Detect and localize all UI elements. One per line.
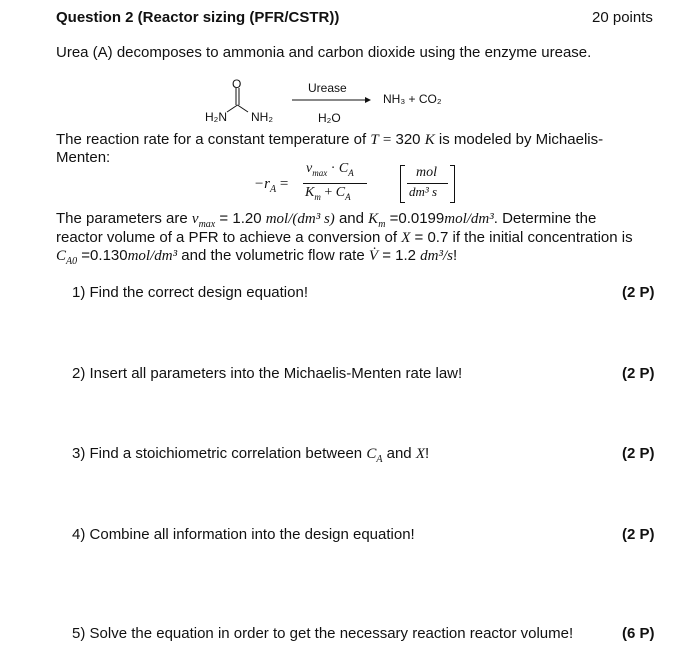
params-text-f: and the volumetric flow rate: [181, 247, 365, 264]
flowrate-variable: V̇: [368, 248, 379, 264]
params-line3: [56, 247, 457, 267]
params-text-d: reactor volume of a PFR to achieve a conversion of: [56, 229, 398, 246]
catalyst-label: Urease: [308, 81, 347, 95]
question-4-number: 4): [72, 526, 86, 543]
h2n-label: H₂N: [205, 110, 227, 124]
temp-equals: =: [382, 132, 392, 148]
vmax-variable: v: [191, 211, 199, 227]
lhs-sub: A: [269, 184, 277, 195]
ca0-unit: mol/dm³: [127, 248, 178, 264]
oxygen-label: O: [232, 77, 242, 91]
question-5-points: (6 P): [622, 625, 655, 642]
km-unit: mol/dm³: [444, 211, 494, 227]
question-3-points: (2 P): [622, 445, 655, 462]
den-c-sub: A: [345, 191, 351, 202]
ca0-variable: C: [56, 248, 67, 264]
params-line2: [56, 229, 633, 247]
right-bracket: [450, 165, 455, 203]
question-1-points: (2 P): [622, 284, 655, 301]
question-3: [72, 445, 429, 465]
intro-text: Urea (A) decomposes to ammonia and carbon dioxide using the enzyme urease.: [56, 44, 592, 61]
x-variable: X: [401, 230, 411, 246]
fraction-denominator: [305, 185, 351, 202]
vmax-unit: mol/(dm³ s): [265, 211, 335, 227]
km-variable: K: [368, 211, 379, 227]
den-k: K: [305, 185, 315, 200]
num-c: C: [338, 161, 349, 176]
rate-lhs: [254, 176, 288, 195]
question-1-number: 1): [72, 284, 86, 301]
rate-text-b: is modeled by Michaelis-: [438, 131, 604, 148]
params-text-end: !: [453, 247, 458, 264]
params-line1: [56, 210, 596, 230]
question-1-text: Find the correct design equation!: [89, 284, 308, 301]
num-dot: ·: [330, 161, 336, 176]
question-2-points: (2 P): [622, 365, 655, 382]
question-5: [72, 625, 573, 642]
question-3-number: 3): [72, 445, 86, 462]
question-title: Question 2 (Reactor sizing (PFR/CSTR)): [56, 9, 340, 26]
nh2-label: NH₂: [251, 110, 273, 124]
temp-variable: T: [370, 132, 379, 148]
question-5-number: 5): [72, 625, 86, 642]
question-2-number: 2): [72, 365, 86, 382]
den-k-sub: m: [314, 191, 321, 202]
params-text-a: The parameters are: [56, 210, 188, 227]
question-3-text-a: Find a stoichiometric correlation between: [89, 445, 363, 462]
unit-denominator: dm³ s: [409, 184, 438, 199]
lhs-equals: =: [279, 176, 289, 192]
vmax-value: = 1.20: [219, 210, 262, 227]
question-4-points: (2 P): [622, 526, 655, 543]
num-v: v: [306, 161, 313, 176]
ca0-sub: A0: [66, 256, 78, 267]
vmax-sub: max: [198, 219, 216, 230]
rate-text-a: The reaction rate for a constant temperature of: [56, 131, 367, 148]
question-1: [72, 284, 308, 301]
question-3-ca: C: [366, 446, 377, 462]
question-2-text: Insert all parameters into the Michaelis-Menten rate law!: [89, 365, 463, 382]
question-3-ca-sub: A: [376, 454, 383, 465]
question-3-x: X: [415, 446, 425, 462]
question-3-text-c: !: [425, 445, 430, 462]
question-4: [72, 526, 415, 543]
ca0-value: =0.130: [81, 247, 128, 264]
rate-intro-line2: Menten:: [56, 149, 111, 166]
temp-value: 320: [395, 131, 421, 148]
rate-intro-line1: [56, 131, 603, 149]
question-4-text: Combine all information into the design equation!: [89, 526, 415, 543]
fraction-numerator: [306, 161, 354, 178]
den-c: C: [335, 185, 346, 200]
question-3-text-b: and: [386, 445, 412, 462]
flowrate-value: = 1.2: [382, 247, 416, 264]
lhs-r: −r: [254, 176, 270, 192]
den-plus: +: [324, 185, 333, 200]
params-text-and: and: [338, 210, 364, 227]
question-5-text: Solve the equation in order to get the necessary reaction reactor volume!: [89, 625, 574, 642]
num-c-sub: A: [348, 167, 354, 178]
flowrate-unit: dm³/s: [420, 248, 453, 264]
unit-numerator: mol: [416, 165, 437, 180]
fraction-bar: [303, 183, 367, 184]
total-points: 20 points: [592, 9, 653, 26]
x-value: = 0.7: [414, 229, 449, 246]
params-text-e: if the initial concentration is: [452, 229, 633, 246]
num-v-sub: max: [312, 167, 328, 178]
solvent-label: H₂O: [318, 111, 341, 125]
question-2: [72, 365, 462, 382]
reaction-arrow-icon: [292, 95, 372, 105]
params-text-c: . Determine the: [493, 210, 597, 227]
left-bracket: [400, 165, 405, 203]
temp-unit: K: [424, 132, 435, 148]
km-sub: m: [378, 219, 386, 230]
km-value: =0.0199: [389, 210, 445, 227]
products-label: NH₃ + CO₂: [383, 92, 442, 106]
